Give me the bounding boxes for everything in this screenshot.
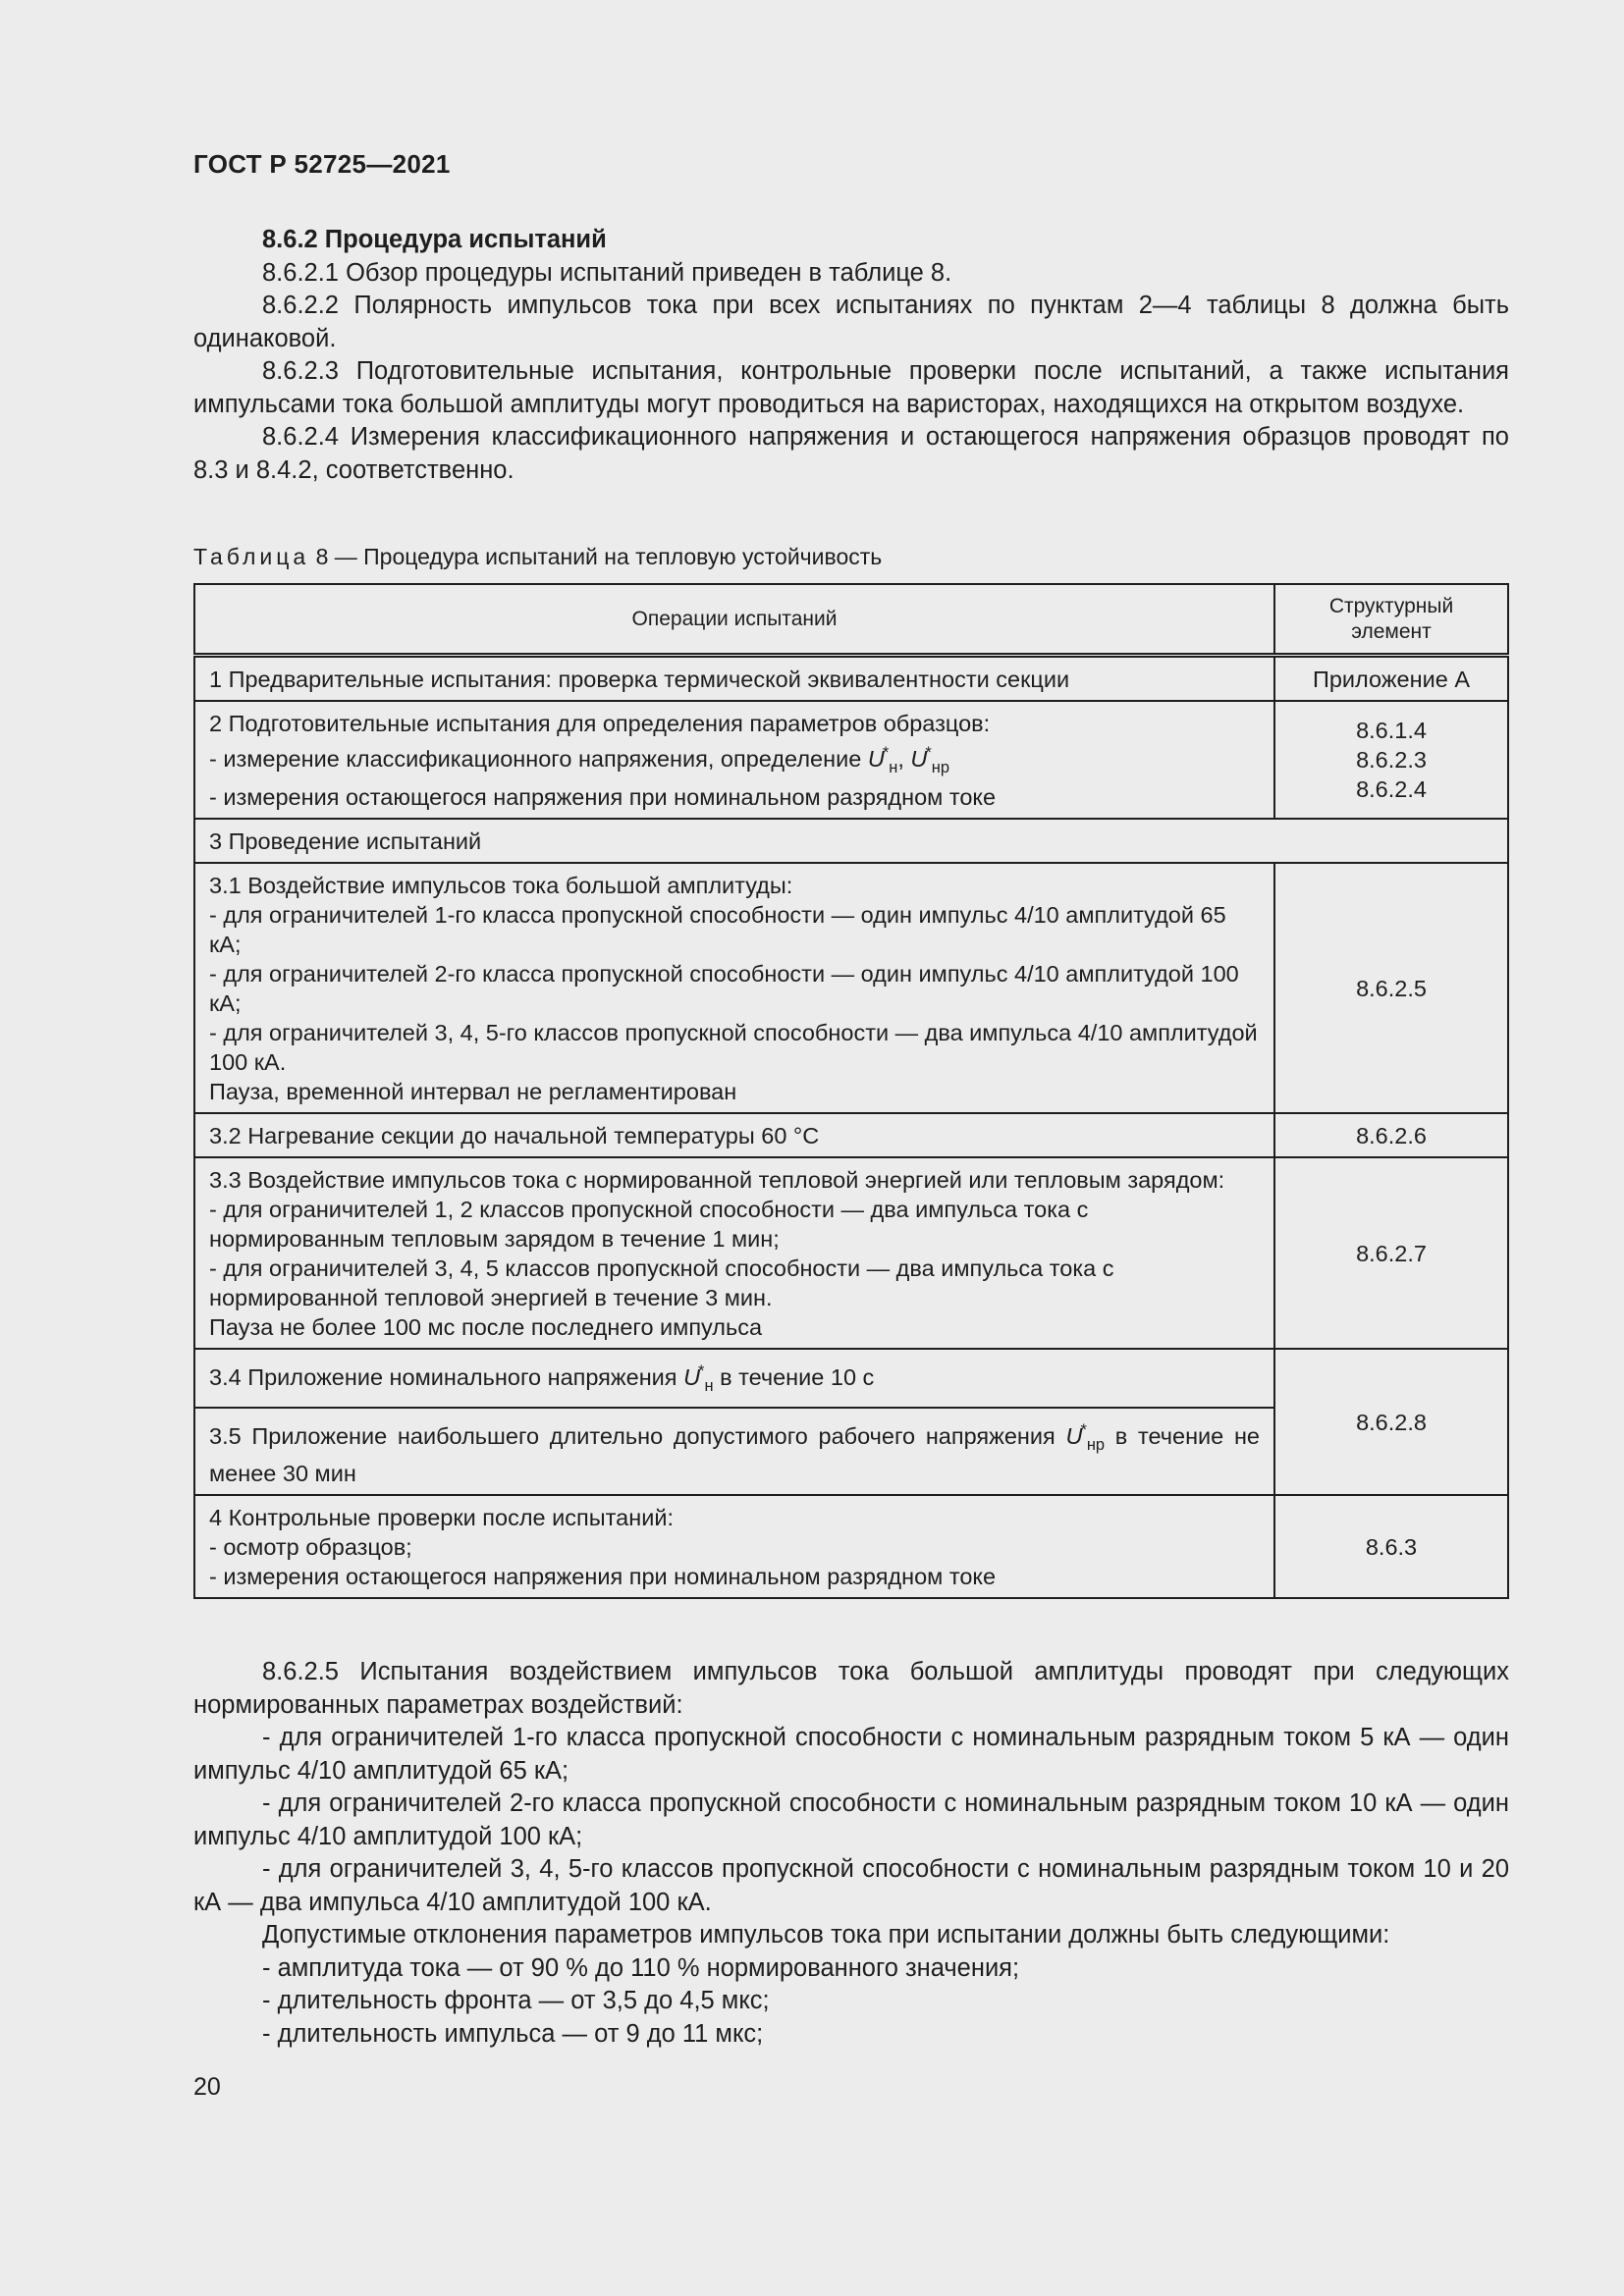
row-reference: 8.6.2.6 <box>1274 1113 1508 1157</box>
row-reference: Приложение А <box>1274 656 1508 702</box>
star-mark: * <box>1080 1420 1087 1439</box>
table-row <box>194 1113 1508 1157</box>
row-operation: 3.2 Нагревание секции до начальной температуры 60 °С <box>194 1113 1274 1157</box>
row-reference <box>1274 701 1508 819</box>
page-number: 20 <box>193 2073 221 2101</box>
paragraph: 8.6.2.4 Измерения классификационного напряжения и остающегося напряжения образцов проводят по 8.3 и 8.4.2, соответственно. <box>193 423 1509 484</box>
row-line: в течение не менее 30 мин <box>209 1422 1260 1487</box>
symbol-u: U <box>910 746 928 773</box>
row-line: 2 Подготовительные испытания для определения параметров образцов: <box>209 711 991 736</box>
subscript-nr: нр <box>1086 1435 1106 1454</box>
star-mark: * <box>882 744 890 762</box>
list-item: - для ограничителей 2-го класса пропускной способности с номинальным разрядным током 10 кА — один импульс 4/10 амплитудой 100 кА; <box>193 1789 1509 1850</box>
list-item: - длительность импульса — от 9 до 11 мкс; <box>262 2019 764 2048</box>
row-reference: 8.6.2.8 <box>1274 1349 1508 1496</box>
row-operation <box>194 701 1274 819</box>
row-operation: 1 Предварительные испытания: проверка термической эквивалентности секции <box>194 656 1274 702</box>
reference-line: 8.6.1.4 <box>1356 718 1427 744</box>
symbol-u: U <box>683 1363 701 1390</box>
row-line: - измерения остающегося напряжения при номинальном разрядном токе <box>209 783 997 810</box>
subscript-n: н <box>704 1376 714 1395</box>
row-line: - для ограничителей 1, 2 классов пропускной способности — два импульса тока с нормированным тепловым зарядом в течение 1 мин; <box>209 1196 1089 1252</box>
row-reference: 8.6.3 <box>1274 1495 1508 1598</box>
row-line: 3.1 Воздействие импульсов тока большой амплитуды: <box>209 872 793 898</box>
row-line: - для ограничителей 3, 4, 5-го классов пропускной способности — два импульса 4/10 амплитудой 100 кА. <box>209 1019 1258 1075</box>
row-line: - для ограничителей 2-го класса пропускной способности — один импульс 4/10 амплитудой 100 кА; <box>209 960 1239 1016</box>
subscript-nr: нр <box>931 758 949 776</box>
header-element-line2: элемент <box>1351 620 1432 643</box>
table-caption <box>193 544 882 570</box>
row-line: - измерения остающегося напряжения при номинальном разрядном токе <box>209 1564 997 1590</box>
table-row <box>194 701 1508 819</box>
table-row <box>194 1349 1508 1408</box>
document-header: ГОСТ Р 52725—2021 <box>193 149 451 179</box>
table-caption-label: Таблица <box>193 544 310 569</box>
header-structural-element <box>1274 584 1508 656</box>
row-line: 3.4 Приложение номинального напряжения <box>209 1363 677 1390</box>
table-row <box>194 656 1508 702</box>
list-item: - амплитуда тока — от 90 % до 110 % нормированного значения; <box>262 1953 1020 1982</box>
paragraph: 8.6.2.5 Испытания воздействием импульсов тока большой амплитуды проводят при следующих нормированных параметрах воздействий: <box>193 1658 1509 1719</box>
table-header-row <box>194 584 1508 656</box>
row-reference: 8.6.2.7 <box>1274 1157 1508 1349</box>
star-mark: * <box>698 1362 705 1380</box>
paragraph: 8.6.2.2 Полярность импульсов тока при всех испытаниях по пунктам 2—4 таблицы 8 должна быть одинаковой. <box>193 292 1509 352</box>
header-operations: Операции испытаний <box>194 584 1274 656</box>
table-row <box>194 819 1508 863</box>
list-item: - длительность фронта — от 3,5 до 4,5 мкс; <box>262 1987 770 2014</box>
reference-line: 8.6.2.4 <box>1356 776 1427 803</box>
row-operation <box>194 1408 1274 1496</box>
section-title: 8.6.2 Процедура испытаний <box>262 226 607 253</box>
row-line: - осмотр образцов; <box>209 1534 412 1561</box>
comma: , <box>897 746 904 773</box>
procedure-table <box>193 583 1509 1599</box>
star-mark: * <box>925 744 932 762</box>
row-line: 3.3 Воздействие импульсов тока с нормированной тепловой энергией или тепловым зарядом: <box>209 1166 1225 1193</box>
table-row <box>194 1157 1508 1349</box>
symbol-u: U <box>1065 1422 1083 1449</box>
section-body <box>193 224 1509 487</box>
list-item: - для ограничителей 3, 4, 5-го классов пропускной способности с номинальным разрядным током 10 и 20 кА — два импульса 4/10 амплитудой 100 кА. <box>193 1855 1509 1916</box>
table-row <box>194 1495 1508 1598</box>
row-line: 4 Контрольные проверки после испытаний: <box>209 1505 674 1531</box>
row-reference: 8.6.2.5 <box>1274 863 1508 1113</box>
row-line: - измерение классификационного напряжения, определение <box>209 746 862 773</box>
row-operation <box>194 863 1274 1113</box>
row-line: Пауза, временной интервал не регламентирован <box>209 1078 737 1104</box>
table-caption-text: 8 — Процедура испытаний на тепловую устойчивость <box>315 544 883 569</box>
paragraph: 8.6.2.3 Подготовительные испытания, контрольные проверки после испытаний, а также испытания импульсами тока большой амплитуды могут проводиться на варисторах, находящихся на открытом воздухе. <box>193 357 1509 418</box>
row-operation-span: 3 Проведение испытаний <box>194 819 1508 863</box>
paragraph: Допустимые отклонения параметров импульсов тока при испытании должны быть следующими: <box>262 1921 1390 1949</box>
subscript-n: н <box>889 758 898 776</box>
row-line: - для ограничителей 1-го класса пропускной способности — один импульс 4/10 амплитудой 65 кА; <box>209 901 1226 957</box>
header-element-line1: Структурный <box>1328 595 1454 617</box>
list-item: - для ограничителей 1-го класса пропускной способности с номинальным разрядным током 5 кА — один импульс 4/10 амплитудой 65 кА; <box>193 1724 1509 1785</box>
row-line: - для ограничителей 3, 4, 5 классов пропускной способности — два импульса тока с нормированной тепловой энергией в течение 3 мин. <box>209 1255 1114 1310</box>
row-line: 3.5 Приложение наибольшего длительно допустимого рабочего напряжения <box>209 1422 1056 1449</box>
symbol-u: U <box>867 746 885 773</box>
row-operation <box>194 1349 1274 1408</box>
row-operation <box>194 1157 1274 1349</box>
row-line: Пауза не более 100 мс после последнего импульса <box>209 1313 763 1340</box>
table-row <box>194 863 1508 1113</box>
lower-body <box>193 1656 1509 2051</box>
row-line: в течение 10 с <box>720 1363 875 1390</box>
paragraph: 8.6.2.1 Обзор процедуры испытаний приведен в таблице 8. <box>262 258 952 287</box>
reference-line: 8.6.2.3 <box>1356 747 1427 774</box>
row-operation <box>194 1495 1274 1598</box>
